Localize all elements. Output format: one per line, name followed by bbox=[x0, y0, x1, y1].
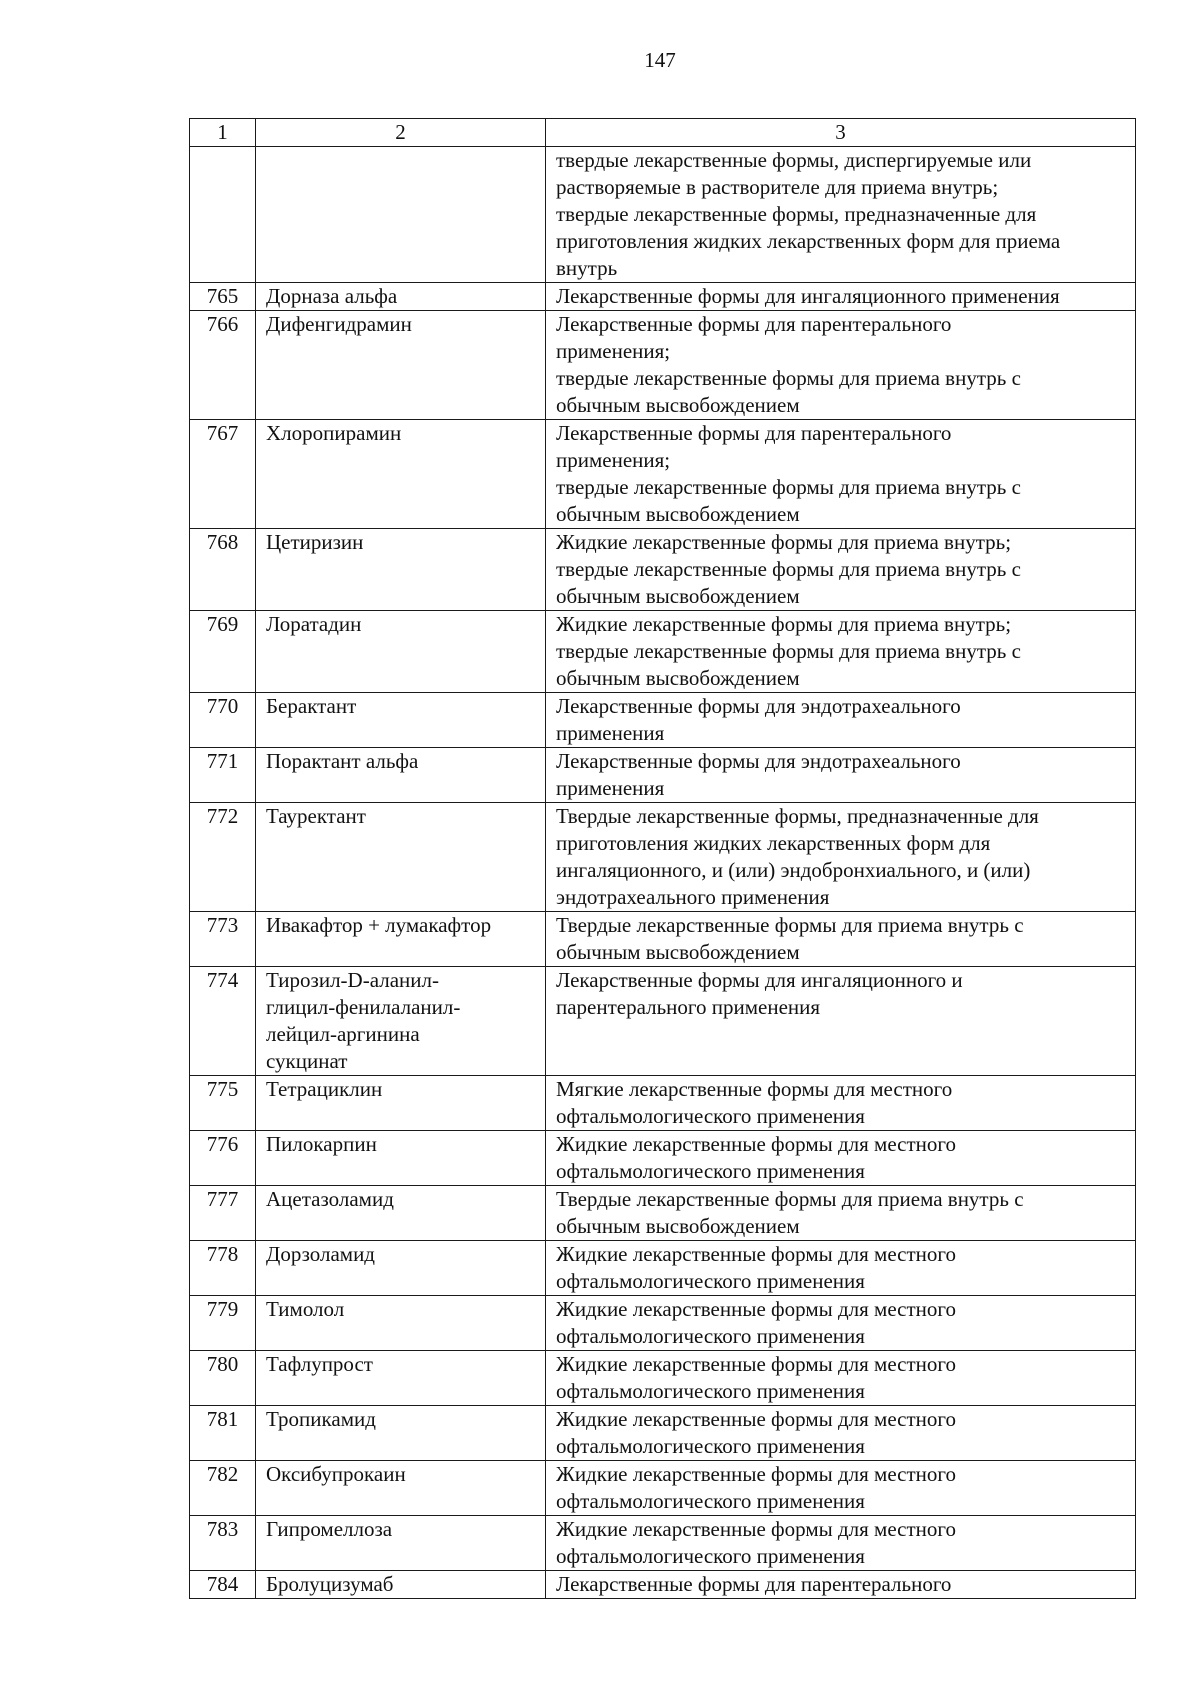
dosage-forms: Лекарственные формы для ингаляционного и парентерального применения bbox=[546, 967, 1136, 1076]
dosage-forms: Жидкие лекарственные формы для местного офтальмологического применения bbox=[546, 1406, 1136, 1461]
drug-name: Тирозил-D-аланил- глицил-фенилаланил- лейцил-аргинина сукцинат bbox=[256, 967, 546, 1076]
drug-name: Тетрациклин bbox=[256, 1076, 546, 1131]
drug-name: Дифенгидрамин bbox=[256, 311, 546, 420]
drug-name: Берактант bbox=[256, 693, 546, 748]
drug-name: Дорзоламид bbox=[256, 1241, 546, 1296]
dosage-forms: Лекарственные формы для парентерального применения; твердые лекарственные формы для приема внутрь с обычным высвобождением bbox=[546, 420, 1136, 529]
table-row bbox=[190, 1461, 1136, 1516]
column-header-forms: 3 bbox=[546, 119, 1136, 147]
drug-table bbox=[189, 118, 1136, 1599]
table-row bbox=[190, 1406, 1136, 1461]
row-number: 765 bbox=[190, 283, 256, 311]
dosage-forms: твердые лекарственные формы, диспергируемые или растворяемые в растворителе для приема внутрь; твердые лекарственные формы, предназначенные для приготовления жидких лекарственных форм для приема внутрь bbox=[546, 147, 1136, 283]
table-row bbox=[190, 147, 1136, 283]
table-row bbox=[190, 529, 1136, 611]
row-number: 774 bbox=[190, 967, 256, 1076]
table-row bbox=[190, 1296, 1136, 1351]
row-number: 767 bbox=[190, 420, 256, 529]
dosage-forms: Жидкие лекарственные формы для местного офтальмологического применения bbox=[546, 1131, 1136, 1186]
row-number: 777 bbox=[190, 1186, 256, 1241]
row-number: 779 bbox=[190, 1296, 256, 1351]
dosage-forms: Твердые лекарственные формы для приема внутрь с обычным высвобождением bbox=[546, 912, 1136, 967]
drug-name bbox=[256, 147, 546, 283]
row-number: 776 bbox=[190, 1131, 256, 1186]
table-row bbox=[190, 1241, 1136, 1296]
column-header-number: 1 bbox=[190, 119, 256, 147]
dosage-forms: Лекарственные формы для парентерального применения; твердые лекарственные формы для приема внутрь с обычным высвобождением bbox=[546, 311, 1136, 420]
row-number: 766 bbox=[190, 311, 256, 420]
table-row bbox=[190, 1076, 1136, 1131]
table-row bbox=[190, 420, 1136, 529]
table-row bbox=[190, 1351, 1136, 1406]
row-number: 772 bbox=[190, 803, 256, 912]
dosage-forms: Жидкие лекарственные формы для местного офтальмологического применения bbox=[546, 1516, 1136, 1571]
dosage-forms: Мягкие лекарственные формы для местного офтальмологического применения bbox=[546, 1076, 1136, 1131]
dosage-forms: Жидкие лекарственные формы для местного офтальмологического применения bbox=[546, 1296, 1136, 1351]
row-number: 782 bbox=[190, 1461, 256, 1516]
dosage-forms: Лекарственные формы для эндотрахеального применения bbox=[546, 748, 1136, 803]
drug-name: Хлоропирамин bbox=[256, 420, 546, 529]
drug-name: Ацетазоламид bbox=[256, 1186, 546, 1241]
drug-name: Тауректант bbox=[256, 803, 546, 912]
row-number: 781 bbox=[190, 1406, 256, 1461]
column-header-name: 2 bbox=[256, 119, 546, 147]
table-row bbox=[190, 1516, 1136, 1571]
dosage-forms: Лекарственные формы для ингаляционного применения bbox=[546, 283, 1136, 311]
row-number: 770 bbox=[190, 693, 256, 748]
drug-name: Тропикамид bbox=[256, 1406, 546, 1461]
table-row bbox=[190, 748, 1136, 803]
dosage-forms: Твердые лекарственные формы, предназначенные для приготовления жидких лекарственных форм для ингаляционного, и (или) эндобронхиального, и (или) эндотрахеального применения bbox=[546, 803, 1136, 912]
drug-name: Гипромеллоза bbox=[256, 1516, 546, 1571]
row-number: 780 bbox=[190, 1351, 256, 1406]
row-number: 775 bbox=[190, 1076, 256, 1131]
table-row bbox=[190, 311, 1136, 420]
drug-name: Тафлупрост bbox=[256, 1351, 546, 1406]
table-row bbox=[190, 1571, 1136, 1599]
table-row bbox=[190, 803, 1136, 912]
dosage-forms: Жидкие лекарственные формы для приема внутрь; твердые лекарственные формы для приема внутрь с обычным высвобождением bbox=[546, 611, 1136, 693]
row-number: 769 bbox=[190, 611, 256, 693]
table-row bbox=[190, 1131, 1136, 1186]
row-number: 771 bbox=[190, 748, 256, 803]
row-number bbox=[190, 147, 256, 283]
table-row bbox=[190, 693, 1136, 748]
page-number: 147 bbox=[644, 48, 676, 72]
drug-name: Пилокарпин bbox=[256, 1131, 546, 1186]
table-row bbox=[190, 283, 1136, 311]
drug-name: Порактант альфа bbox=[256, 748, 546, 803]
dosage-forms: Твердые лекарственные формы для приема внутрь с обычным высвобождением bbox=[546, 1186, 1136, 1241]
drug-name: Дорназа альфа bbox=[256, 283, 546, 311]
row-number: 783 bbox=[190, 1516, 256, 1571]
drug-name: Оксибупрокаин bbox=[256, 1461, 546, 1516]
row-number: 768 bbox=[190, 529, 256, 611]
table-body bbox=[190, 147, 1136, 1599]
drug-name: Лоратадин bbox=[256, 611, 546, 693]
drug-name: Ивакафтор + лумакафтор bbox=[256, 912, 546, 967]
drug-name: Бролуцизумаб bbox=[256, 1571, 546, 1599]
drug-name: Тимолол bbox=[256, 1296, 546, 1351]
dosage-forms: Жидкие лекарственные формы для местного офтальмологического применения bbox=[546, 1241, 1136, 1296]
row-number: 773 bbox=[190, 912, 256, 967]
table-row bbox=[190, 1186, 1136, 1241]
row-number: 778 bbox=[190, 1241, 256, 1296]
table-row bbox=[190, 912, 1136, 967]
table-row bbox=[190, 611, 1136, 693]
row-number: 784 bbox=[190, 1571, 256, 1599]
drug-name: Цетиризин bbox=[256, 529, 546, 611]
dosage-forms: Лекарственные формы для парентерального bbox=[546, 1571, 1136, 1599]
dosage-forms: Жидкие лекарственные формы для местного офтальмологического применения bbox=[546, 1351, 1136, 1406]
dosage-forms: Жидкие лекарственные формы для приема внутрь; твердые лекарственные формы для приема внутрь с обычным высвобождением bbox=[546, 529, 1136, 611]
table-header-row bbox=[190, 119, 1136, 147]
dosage-forms: Жидкие лекарственные формы для местного офтальмологического применения bbox=[546, 1461, 1136, 1516]
dosage-forms: Лекарственные формы для эндотрахеального применения bbox=[546, 693, 1136, 748]
table-row bbox=[190, 967, 1136, 1076]
